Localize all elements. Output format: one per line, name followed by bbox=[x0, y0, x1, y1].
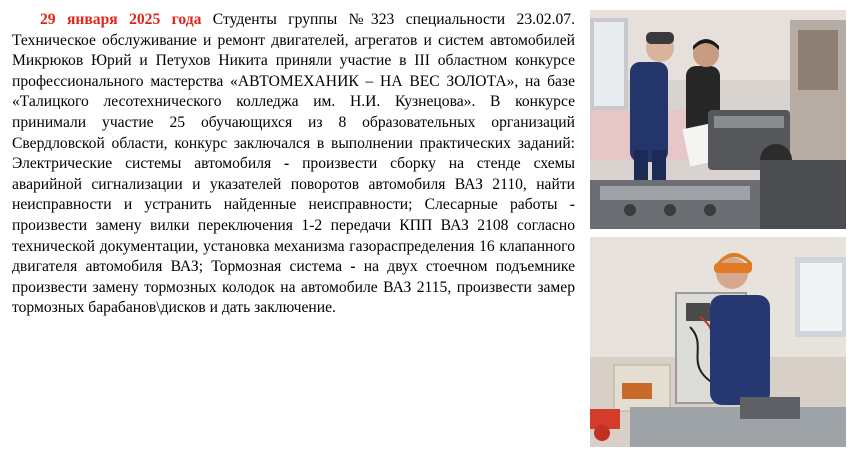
engine-repair-photo bbox=[590, 10, 846, 229]
article-intro: Студенты группы №323 специальности 23.02.07. Техническое обслуживание и ремонт двигателей, агрегатов и систем автомобилей Микрюков Юрий и Петухов Никита приняли участие в III областном конкурсе профессионального мастерства «АВТОМЕХАНИК – НА ВЕС ЗОЛОТА», на базе «Талицкого лесотехнического колледжа им. Н.И. Кузнецова». В конкурсе принимали участие 25 обучающихся из 8 образовательных организаций Свердловской области, конкурс заключался в выполнении практических заданий: Электрические системы автомобиля bbox=[12, 11, 575, 173]
article-task-mechanical: произвести замену вилки переключения 1-2 передачи КПП ВАЗ 2108 согласно технической документации, установка механизма газораспределения 16 клапанного двигателя автомобиля ВАЗ; Тормозная система bbox=[12, 216, 575, 276]
electrical-stand-photo bbox=[590, 237, 846, 447]
electrical-stand-illustration bbox=[590, 237, 846, 447]
article-task-brakes: на двух стоечном подъемнике произвести замену тормозных колодок на автомобиле ВАЗ 2115, произвести замер тормозных барабанов\дисков и дать заключение. bbox=[12, 258, 575, 317]
engine-repair-illustration bbox=[590, 10, 846, 229]
dash-1: - bbox=[284, 155, 290, 173]
dash-3: - bbox=[350, 258, 356, 276]
article-date: 29 января 2025 года bbox=[40, 11, 202, 28]
article-task-electrical: произвести сборку на стенде схемы аварийной сигнализации и указателей поворотов автомобиля ВАЗ 2110, найти неисправности и устранить найденные неисправности; Слесарные работы bbox=[12, 155, 575, 214]
dash-2: - bbox=[569, 196, 575, 214]
article-text bbox=[12, 10, 575, 319]
